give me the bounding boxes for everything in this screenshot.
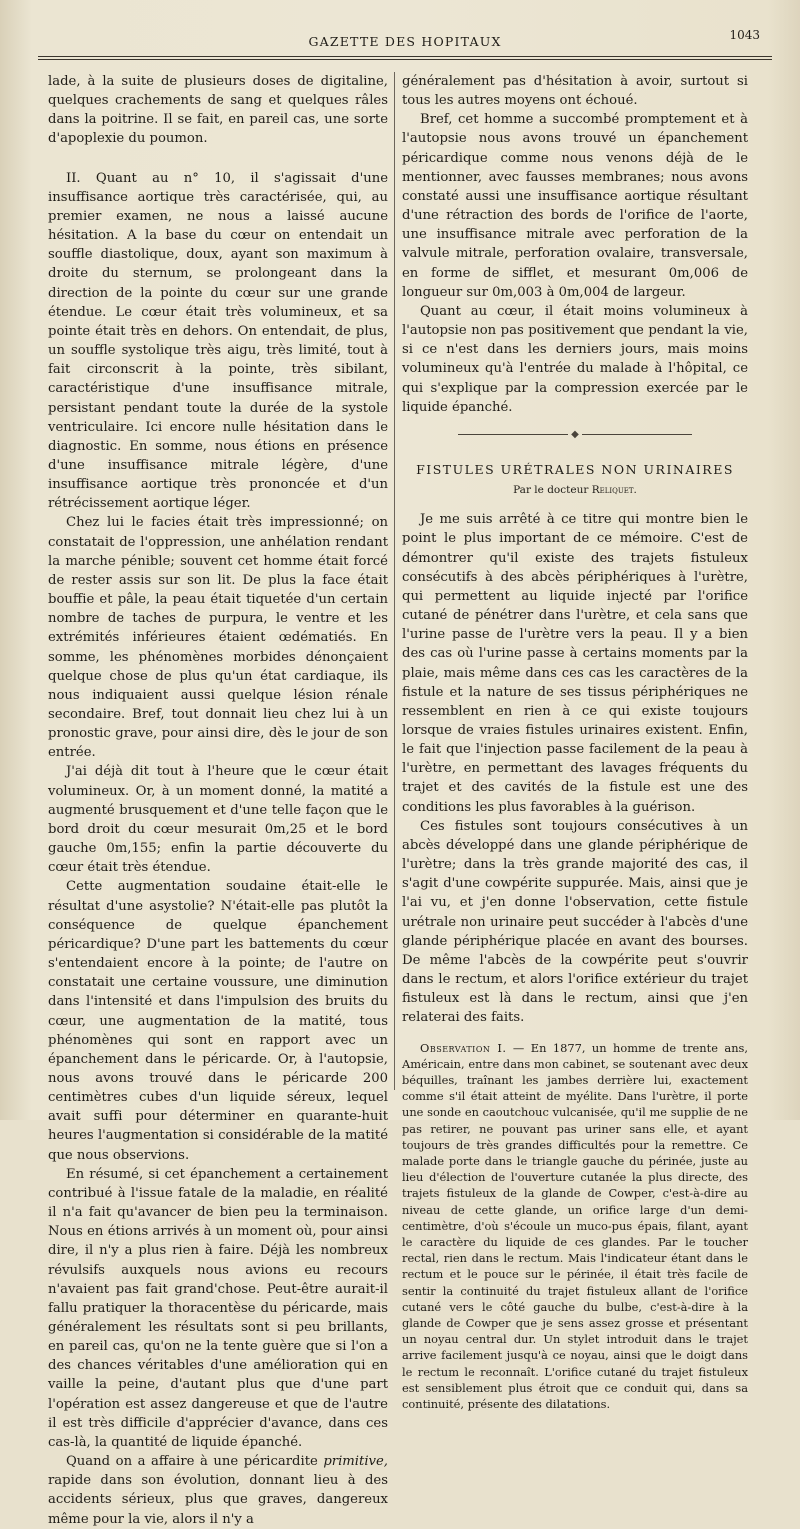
article-byline (402, 481, 748, 500)
paragraph: Cette augmentation soudaine était-elle le résultat d'une asystolie? N'était-elle pas plutôt la conséquence de quelque épanchement péricardique? D'une part les battements du cœur s'entendaient encore à la pointe; de l'autre on constatait une certaine voussure, une diminution dans l'intensité et dans l'impulsion des bruits du cœur, une augmentation de la matité, tous phénomènes qui sont en rapport avec un épanchement dans le péricarde. Or, à l'autopsie, nous avons trouvé dans le péricarde 200 centimètres cubes d'un liquide séreux, lequel avait suffi pour déterminer en quarante-huit heures l'augmentation si considérable de la matité que nous observions. (48, 879, 388, 1163)
paragraph (48, 1452, 388, 1529)
byline-prefix: Par le docteur (513, 484, 592, 497)
page-header (40, 22, 770, 58)
emphasis-text: primitive, (323, 1454, 388, 1470)
paragraph: En résumé, si cet épanchement a certainement contribué à l'issue fatale de la maladie, en réalité il n'a fait qu'avancer de bien peu la terminaison. Nous en étions arrivés à un moment où, pour ainsi dire, il n'y a plus rien à faire. Déjà les nombreux révulsifs auxquels nous avions eu recours n'avaient pas fait grand'chose. Peut-être aurait-il fallu pratiquer la thoracentèse du péricarde, mais généralement les résultats sont si peu brillants, en pareil cas, qu'on ne la tente guère que si l'on a des chances véritables d'une amélioration qui en vaille la peine, d'autant plus que d'une part l'opération est assez dangereuse et que de l'autre il est très difficile d'apprécier d'avance, dans ces cas-là, la quantité de liquide épanché. (48, 1166, 388, 1450)
header-rule (38, 56, 772, 60)
paragraph-text: rapide dans son évolution, donnant lieu à des accidents sérieux, plus que graves, dangereux même pour la vie, alors il n'y a (48, 1473, 388, 1527)
journal-title: GAZETTE DES HOPITAUX (308, 34, 502, 49)
paragraph: Quant au cœur, il était moins volumineux à l'autopsie non pas positivement que pendant la vie, si ce n'est dans les derniers jours, mais moins volumineux qu'à l'entrée du malade à l'hôpital, ce qui s'explique par la compression exercée par le liquide épanché. (402, 303, 748, 415)
paragraph: II. Quant au n° 10, il s'agissait d'une insuffisance aortique très caractérisée, qui, au premier examen, ne nous a laissé aucune hésitation. A la base du cœur on entendait un souffle diastolique, doux, ayant son maximum à droite du sternum, se prolongeant dans la direction de la pointe du cœur sur une grande étendue. Le cœur était très volumineux, et sa pointe était très en dehors. On entendait, de plus, un souffle systolique très aigu, très limité, tout à fait circonscrit à la pointe, très sibilant, caractéristique d'une insuffisance mitrale, persistant pendant toute la durée de la systole ventriculaire. Ici encore nulle hésitation dans le diagnostic. En somme, nous étions en présence d'une insuffisance mitrale légère, d'une insuffisance aortique très prononcée et d'un rétrécissement aortique léger. (48, 170, 388, 512)
paragraph: Bref, cet homme a succombé promptement et à l'autopsie nous avons trouvé un épanchement péricardique comme nous venons déjà de le mentionner, avec fausses membranes; nous avons constaté aussi une insuffisance aortique résultant d'une rétraction des bords de l'orifice de l'aorte, une insuffisance mitrale avec perforation de la valvule mitrale, perforation ovalaire, transversale, en forme de sifflet, et mesurant 0m,006 de longueur sur 0m,003 à 0m,004 de largeur. (402, 112, 748, 300)
column-divider (394, 72, 395, 1090)
paragraph: J'ai déjà dit tout à l'heure que le cœur était volumineux. Or, à un moment donné, la matité a augmenté brusquement et d'une telle façon que le bord droit du cœur mesurait 0m,25 et le bord gauche 0m,155; enfin la partie découverte du cœur était très étendue. (48, 764, 388, 876)
author-name: Reliquet. (591, 484, 637, 497)
right-column (402, 72, 748, 1411)
observation-label: Observation I. (420, 1040, 507, 1055)
section-ornament: ◆ (402, 425, 748, 444)
observation-paragraph (402, 1040, 748, 1413)
paragraph-text: Quand on a affaire à une péricardite (66, 1454, 324, 1470)
paragraph: généralement pas d'hésitation à avoir, surtout si tous les autres moyens ont échoué. (402, 74, 748, 109)
paragraph: lade, à la suite de plusieurs doses de digitaline, quelques crachements de sang et quelques râles dans la poitrine. Il se fait, en pareil cas, une sorte d'apoplexie du poumon. (48, 74, 388, 147)
article-title: FISTULES URÉTRALES NON URINAIRES (416, 461, 734, 477)
paragraph: Je me suis arrêté à ce titre qui montre bien le point le plus important de ce mémoire. C'est de démontrer qu'il existe des trajets fistuleux consécutifs à des abcès périphériques à l'urètre, qui permettent au liquide injecté par l'orifice cutané de pénétrer dans l'urètre, et cela sans que l'urine passe de l'urètre vers la peau. Il y a bien des cas où l'urine passe à certains moments par la plaie, mais même dans ces cas les caractères de la fistule et la nature de ses tissus périphériques ne ressemblent en rien à ce qui existe toujours lorsque de vraies fistules urinaires existent. Enfin, le fait que l'injection passe facilement de la peau à l'urètre, en permettant des lavages fréquents du trajet et des cavités de la fistule est une des conditions les plus favorables à la guérison. (402, 512, 748, 815)
paragraph: Chez lui le facies était très impressionné; on constatait de l'oppression, une anhélation rendant la marche pénible; souvent cet homme était forcé de rester assis sur son lit. De plus la face était bouffie et pâle, la peau était tiquetée d'un certain nombre de taches de purpura, le ventre et les extrémités inférieures étaient œdématiés. En somme, les phénomènes morbides dénonçaient quelque chose de plus qu'un état cardiaque, ils nous indiquaient aussi quelque lésion rénale secondaire. Bref, tout donnait lieu chez lui à un pronostic grave, pour ainsi dire, dès le jour de son entrée. (48, 515, 388, 761)
paragraph: Ces fistules sont toujours consécutives à un abcès développé dans une glande périphérique de l'urètre; dans la très grande majorité des cas, il s'agit d'une cowpérite suppurée. Mais, ainsi que je l'ai vu, et j'en donne l'observation, cette fistule urétrale non urinaire peut succéder à l'abcès d'une glande périphérique placée en avant des bourses. De même l'abcès de la cowpérite peut s'ouvrir dans le rectum, et alors l'orifice extérieur du trajet fistuleux est là dans le rectum, ainsi que j'en relaterai des faits. (402, 818, 748, 1026)
left-column (48, 72, 388, 1527)
observation-text: — En 1877, un homme de trente ans, Américain, entre dans mon cabinet, se soutenant avec deux béquilles, traînant les jambes derrière lui, exactement comme s'il était atteint de myélite. Dans l'urètre, il porte une sonde en caoutchouc vulcanisée, qu'il me supplie de ne pas retirer, ne pouvant pas uriner sans elle, et ayant toujours de très grandes difficultés pour la remettre. Ce malade porte dans le triangle gauche du périnée, juste au lieu d'élection de l'ouverture cutanée la plus directe, des trajets fistuleux de la glande de Cowper, c'est-à-dire au niveau de cette glande, un orifice large d'un demi-centimètre, d'où s'écoule un muco-pus épais, filant, ayant le caractère du liquide de ces glandes. Par le toucher rectal, rien dans le rectum. Mais l'indicateur étant dans le rectum et le pouce sur le périnée, il était très facile de sentir la continuité du trajet fistuleux allant de l'orifice cutané vers le côté gauche du bulbe, c'est-à-dire à la glande de Cowper que je sens assez grosse et présentant un noyau central dur. Un stylet introduit dans le trajet arrive facilement jusqu'à ce noyau, ainsi que le doigt dans le rectum le reconnaît. L'orifice cutané du trajet fistuleux est sensiblement plus étroit que ce conduit qui, dans sa continuité, présente des dilatations. (402, 1040, 748, 1411)
page-number: 1043 (729, 28, 760, 42)
